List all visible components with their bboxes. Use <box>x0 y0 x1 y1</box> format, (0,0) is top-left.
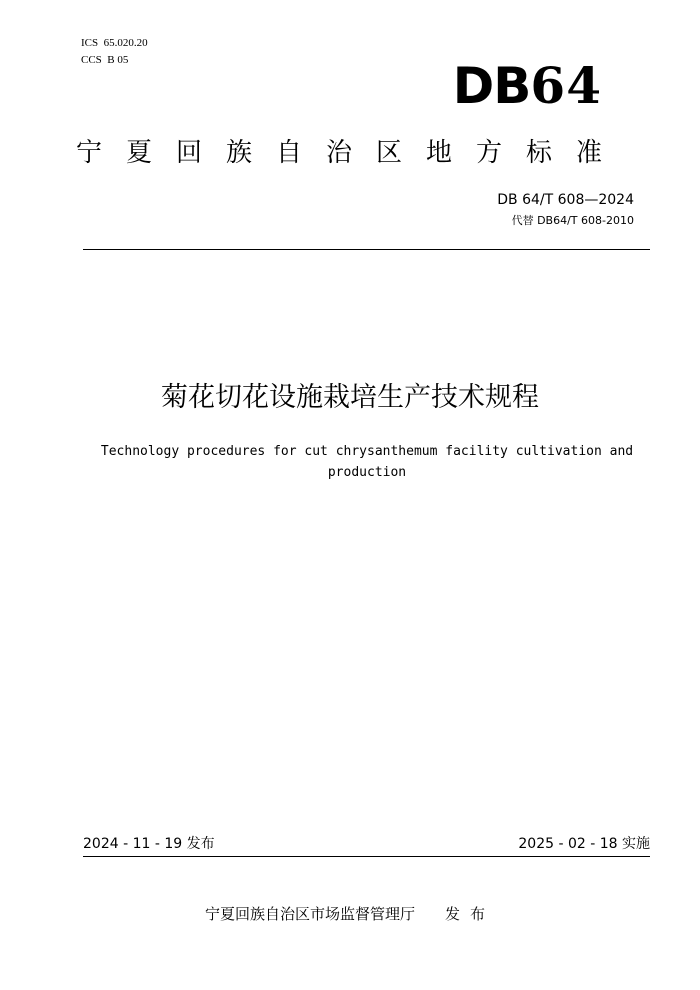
ccs-code: CCS B 05 <box>81 54 129 66</box>
logo-number: 64 <box>530 56 602 115</box>
implementation-date: 2025 - 02 - 18 实施 <box>518 836 650 852</box>
issuer-name: 宁夏回族自治区市场监督管理厅 <box>204 905 415 923</box>
title-chinese: 菊花切花设施栽培生产技术规程 <box>161 382 539 413</box>
issue-action: 发布 <box>445 905 496 923</box>
issue-date: 2024 - 11 - 19 发布 <box>83 836 215 852</box>
publisher-line <box>0 903 700 925</box>
standard-type: 宁夏回族自治区地方标准 <box>76 138 627 168</box>
bottom-divider <box>83 856 650 857</box>
standard-number: DB 64/T 608—2024 <box>497 192 634 208</box>
logo-letters: DB <box>452 57 531 115</box>
ics-code: ICS 65.020.20 <box>81 37 148 49</box>
classification-codes <box>81 35 148 69</box>
title-english: Technology procedures for cut chrysanthemum facility cultivation and production <box>100 444 634 480</box>
replaces-standard: 代替 DB64/T 608-2010 <box>511 214 634 227</box>
top-divider <box>83 249 650 250</box>
db64-logo <box>453 56 602 116</box>
